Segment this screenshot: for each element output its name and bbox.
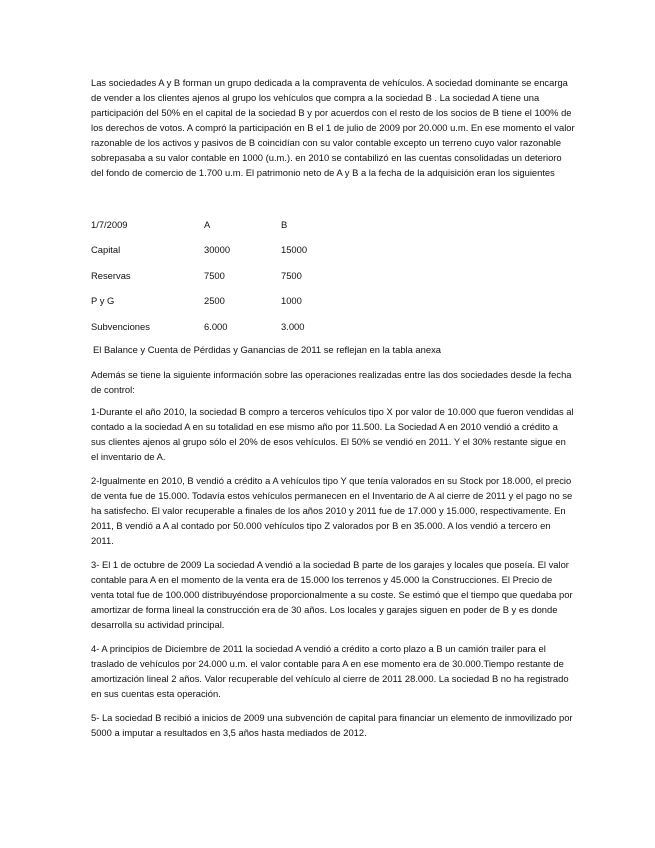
header-date: 1/7/2009 (91, 219, 128, 230)
row-value-b: 7500 (281, 269, 302, 281)
row-value-b: 15000 (281, 244, 308, 256)
table-row (91, 293, 391, 318)
row-value-a: 6.000 (204, 320, 228, 332)
operation-item-1: 1-Durante el año 2010, la sociedad B compro a terceros vehículos tipo X por valor de 10.000 que fueron vendidas al contado a la sociedad A en su totalidad en ese mismo año por 11.500. La Sociedad A en 2010 vendió a crédito a sus clientes ajenos al grupo sólo el 20% de esos vehículos. El 50% se vendió en 2011. Y el 30% restante sigue en el inventario de A. (91, 406, 574, 462)
row-label: Subvenciones (91, 320, 150, 332)
header-a: A (204, 219, 211, 230)
operation-item-2: 2-Igualmente en 2010, B vendió a crédito a A vehículos tipo Y que tenía valorados en su Stock por 18.000, el precio de venta fue de 15.000. Todavía estos vehículos permanecen en el Inventario de A al cierre de 2011 y el pago no se ha satisfecho. El valor recuperable a finales de los años 2010 y 2011 fue de 17.000 y 15.000, respectivamente. En 2011, B vendió a A al contado por 50.000 vehículos tipo Z valorados por B en 35.000. A los vendió a tercero en 2011. (91, 475, 573, 546)
table-row (91, 268, 391, 293)
equity-table (91, 217, 391, 344)
operation-item-4: 4- A principios de Diciembre de 2011 la sociedad A vendió a crédito a corto plazo a B un camión trailer para el traslado de vehículos por 24.000 u.m. el valor contable para A en ese momento era de 30.000.Tiempo restante de amortización lineal 2 años. Valor recuperable del vehículo al cierre de 2011 28.000. La sociedad B no ha registrado en sus cuentas esta operación. (91, 643, 569, 699)
extra-info-paragraph: Además se tiene la siguiente información sobre las operaciones realizadas entre las dos sociedades desde la fecha de control: (91, 369, 572, 395)
row-value-b: 3.000 (281, 320, 305, 332)
table-row (91, 319, 391, 344)
row-value-a: 2500 (204, 295, 225, 307)
row-label: P y G (91, 295, 115, 307)
header-b: B (281, 219, 288, 230)
table-row (91, 242, 391, 267)
operation-item-5: 5- La sociedad B recibió a inicios de 2009 una subvención de capital para financiar un elemento de inmovilizado por 5000 a imputar a resultados en 3,5 años hasta mediados de 2012. (91, 712, 573, 738)
annex-note: El Balance y Cuenta de Pérdidas y Ganancias de 2011 se reflejan en la tabla anexa (93, 344, 441, 355)
intro-paragraph: Las sociedades A y B forman un grupo dedicada a la compraventa de vehículos. A sociedad dominante se encarga de vender a los clientes ajenos al grupo los vehículos que compra a la sociedad B . La sociedad A tiene una participación del 50% en el capital de la sociedad B y por acuerdos con el resto de los socios de B tiene el 100% de los derechos de votos. A compró la participación en B el 1 de julio de 2009 por 20.000 u.m. En ese momento el valor razonable de los activos y pasivos de B coincidían con su valor contable excepto un terreno cuyo valor razonable sobrepasaba a su valor contable en 1000 (u.m.). en 2010 se contabilizó en las cuentas consolidadas un deterioro del fondo de comercio de 1.700 u.m. El patrimonio neto de A y B a la fecha de la adquisición eran los siguientes (91, 77, 575, 178)
row-label: Reservas (91, 269, 131, 281)
row-value-a: 30000 (204, 244, 231, 256)
table-header-row (91, 217, 391, 242)
row-label: Capital (91, 244, 121, 256)
row-value-a: 7500 (204, 269, 225, 281)
row-value-b: 1000 (281, 295, 302, 307)
operation-item-3: 3- El 1 de octubre de 2009 La sociedad A vendió a la sociedad B parte de los garajes y locales que poseía. El valor contable para A en el momento de la venta era de 15.000 los terrenos y 45.000 la Construcciones. El Precio de venta total fue de 100.000 distribuyéndose proporcionalmente a su coste. Se estimó que el tiempo que quedaba por amortizar de forma lineal la construcción era de 30 años. Los locales y garajes siguen en poder de B y es donde desarrolla su actividad principal. (91, 559, 573, 630)
